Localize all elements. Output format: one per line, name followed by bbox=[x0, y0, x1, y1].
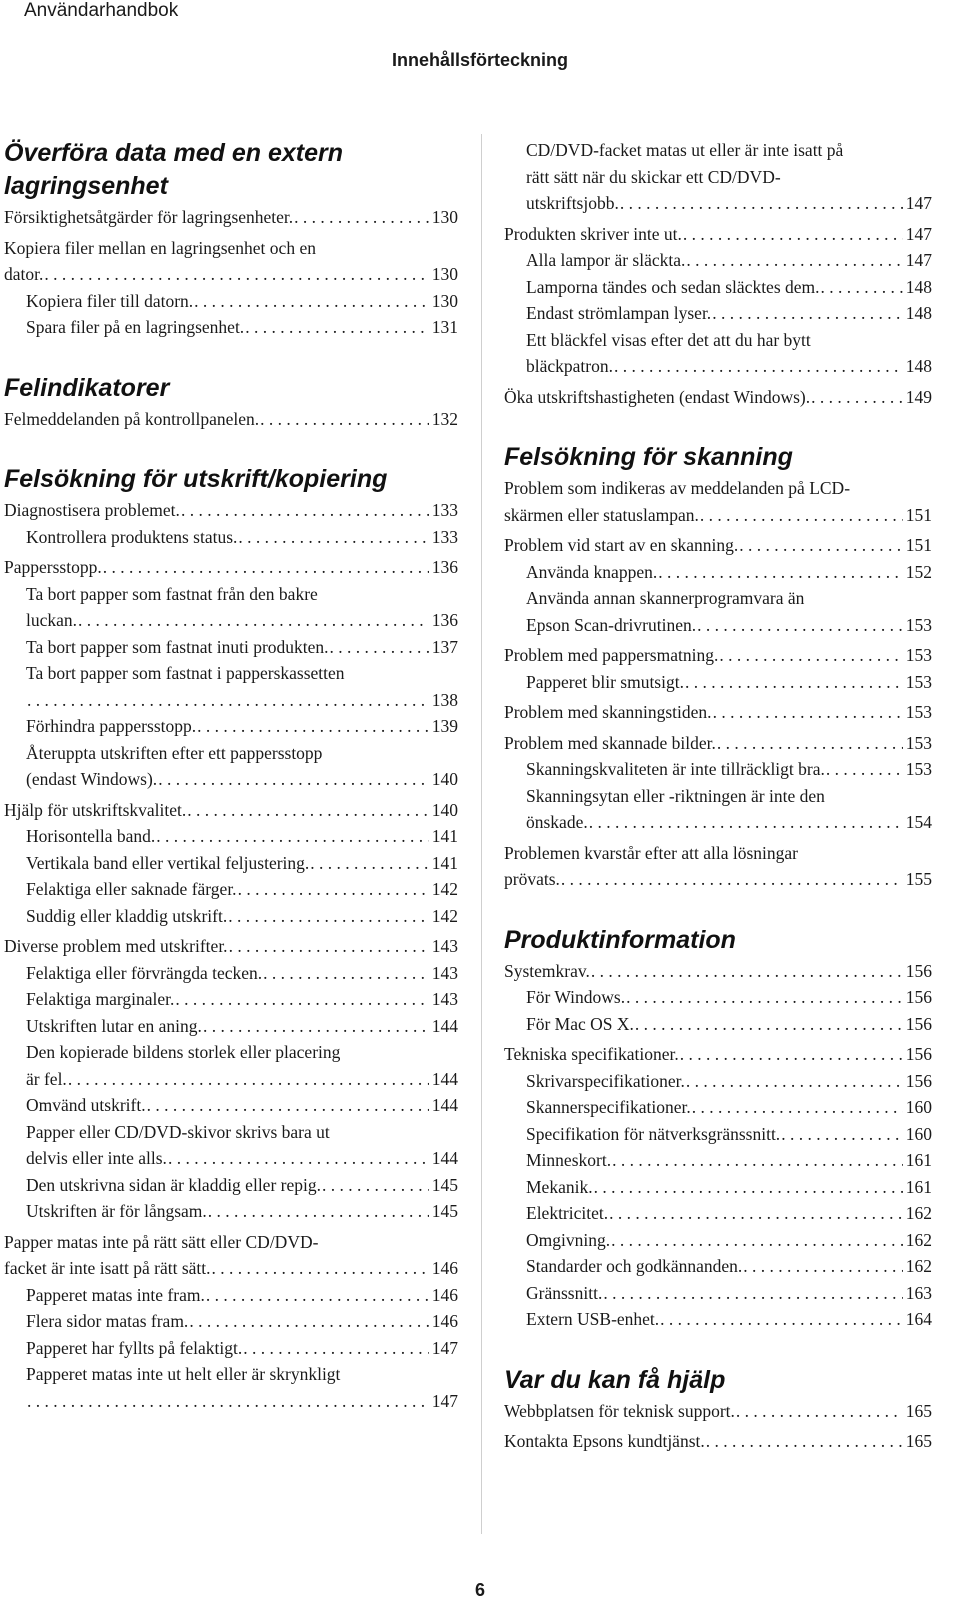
toc-page-number: 156 bbox=[905, 987, 932, 1007]
toc-entry-text: Pappersstopp. bbox=[4, 557, 102, 577]
toc-entry-text: (endast Windows). bbox=[26, 769, 158, 789]
dot-leader bbox=[685, 669, 903, 696]
toc-page-number: 154 bbox=[905, 812, 932, 832]
section-heading-line: Felsökning för utskrift/kopiering bbox=[4, 465, 388, 493]
dot-leader bbox=[206, 1282, 429, 1309]
dot-leader bbox=[692, 1094, 903, 1121]
toc-entry[interactable] bbox=[504, 475, 932, 528]
toc-entry[interactable] bbox=[4, 1119, 458, 1172]
dot-leader bbox=[27, 687, 429, 714]
dot-leader bbox=[736, 1398, 903, 1425]
toc-entry-text: Specifikation för nätverksgränssnitt. bbox=[526, 1123, 781, 1144]
toc-page-number: 132 bbox=[431, 408, 458, 429]
toc-entry-text: Öka utskriftshastigheten (endast Windows). bbox=[504, 386, 811, 407]
section-heading bbox=[4, 137, 458, 203]
dot-leader bbox=[203, 1013, 429, 1040]
toc-entry[interactable] bbox=[4, 524, 458, 551]
toc-entry-text: bläckpatron. bbox=[526, 356, 613, 376]
toc-entry[interactable] bbox=[4, 204, 458, 231]
toc-entry[interactable] bbox=[4, 288, 458, 315]
toc-entry-text: Papperet blir smutsigt. bbox=[526, 671, 684, 692]
dot-leader bbox=[181, 497, 429, 524]
toc-page-number: 162 bbox=[905, 1229, 932, 1250]
dot-leader bbox=[197, 713, 429, 740]
toc-page-number: 133 bbox=[431, 526, 458, 547]
toc-entry-text: Problem med pappersmatning. bbox=[504, 645, 719, 665]
toc-entry[interactable] bbox=[504, 1121, 932, 1148]
dot-leader bbox=[781, 1121, 903, 1148]
toc-entry[interactable] bbox=[4, 1335, 458, 1362]
toc-page-number: 165 bbox=[905, 1431, 932, 1451]
toc-entry[interactable] bbox=[504, 1398, 932, 1425]
toc-entry-text: Förhindra pappersstopp. bbox=[26, 716, 197, 736]
toc-entry-text: Diagnostisera problemet. bbox=[4, 500, 180, 520]
dot-leader bbox=[158, 766, 429, 793]
toc-page-number: 162 bbox=[905, 1203, 932, 1223]
toc-entry[interactable] bbox=[4, 797, 458, 824]
toc-entry[interactable] bbox=[504, 137, 932, 217]
dot-leader bbox=[260, 406, 429, 433]
toc-entry[interactable] bbox=[504, 274, 932, 301]
toc-page-number: 151 bbox=[905, 504, 932, 525]
toc-entry-text: Ett bläckfel visas efter det att du har bytt bbox=[526, 329, 811, 350]
dot-leader bbox=[147, 1092, 429, 1119]
toc-entry-text: Återuppta utskriften efter ett pappersstopp bbox=[26, 742, 323, 763]
toc-entry[interactable] bbox=[504, 1428, 932, 1455]
toc-entry[interactable] bbox=[504, 221, 932, 248]
toc-entry-text: Skannerspecifikationer. bbox=[526, 1097, 691, 1117]
dot-leader bbox=[626, 984, 903, 1011]
toc-entry-text: Lamporna tändes och sedan släcktes dem. bbox=[526, 276, 820, 297]
toc-entry[interactable] bbox=[4, 1198, 458, 1225]
toc-page-number: 139 bbox=[431, 716, 458, 736]
toc-left-column bbox=[4, 137, 458, 1414]
dot-leader bbox=[27, 1388, 429, 1415]
toc-entry[interactable] bbox=[504, 840, 932, 893]
toc-entry-text: facket är inte isatt på rätt sätt. bbox=[4, 1258, 211, 1278]
toc-entry-text: För Windows. bbox=[526, 987, 626, 1007]
dot-leader bbox=[212, 1255, 429, 1282]
toc-page-number: 153 bbox=[905, 759, 932, 779]
toc-entry-text: Kontrollera produktens status. bbox=[26, 526, 238, 547]
toc-entry[interactable] bbox=[4, 1282, 458, 1309]
toc-page-number: 140 bbox=[431, 769, 458, 789]
toc-entry[interactable] bbox=[504, 984, 932, 1011]
toc-entry-text: Mekanik. bbox=[526, 1176, 593, 1197]
section-heading-line: Produktinformation bbox=[504, 925, 736, 954]
dot-leader bbox=[620, 190, 903, 217]
toc-entry[interactable] bbox=[504, 327, 932, 380]
dot-leader bbox=[194, 288, 429, 315]
toc-page-number: 130 bbox=[431, 290, 458, 311]
toc-entry-text: Kopiera filer till datorn. bbox=[26, 290, 194, 311]
toc-page-number: 131 bbox=[431, 317, 458, 337]
toc-entry-text: Ta bort papper som fastnat inuti produkten. bbox=[26, 636, 329, 657]
toc-entry[interactable] bbox=[4, 986, 458, 1013]
toc-right-column bbox=[504, 137, 932, 1455]
toc-page-number: 133 bbox=[431, 500, 458, 520]
toc-entry-text: Omgivning. bbox=[526, 1229, 611, 1250]
dot-leader bbox=[228, 903, 429, 930]
toc-entry[interactable] bbox=[504, 1147, 932, 1174]
toc-entry[interactable] bbox=[504, 384, 932, 411]
toc-page-number: 148 bbox=[905, 303, 932, 323]
dot-leader bbox=[739, 532, 902, 559]
toc-entry-text: Felaktiga eller saknade färger. bbox=[26, 879, 237, 899]
dot-leader bbox=[103, 554, 429, 581]
section-heading-line: Överföra data med en extern bbox=[4, 139, 344, 167]
toc-entry[interactable] bbox=[504, 1280, 932, 1307]
toc-page-number: 146 bbox=[431, 1258, 458, 1278]
toc-entry[interactable] bbox=[4, 960, 458, 987]
toc-entry-text: Ta bort papper som fastnat från den bakre bbox=[26, 583, 318, 604]
toc-entry-text: Skanningskvaliteten är inte tillräckligt bra. bbox=[526, 759, 825, 779]
toc-entry-text: Hjälp för utskriftskvalitet. bbox=[4, 799, 187, 820]
page-number: 6 bbox=[474, 1580, 485, 1600]
dot-leader bbox=[743, 1253, 903, 1280]
column-divider bbox=[481, 134, 482, 1534]
dot-leader bbox=[68, 1066, 429, 1093]
toc-entry-text: Systemkrav. bbox=[504, 960, 590, 981]
toc-page-number: 142 bbox=[431, 905, 458, 926]
toc-entry-text: Extern USB-enhet. bbox=[526, 1309, 660, 1329]
toc-title: Innehållsförteckning bbox=[391, 50, 569, 70]
dot-leader bbox=[821, 274, 903, 301]
toc-entry-text: Produkten skriver inte ut. bbox=[504, 223, 682, 244]
dot-leader bbox=[187, 797, 428, 824]
toc-page-number: 152 bbox=[905, 561, 932, 582]
toc-entry-text: Kontakta Epsons kundtjänst. bbox=[504, 1431, 705, 1451]
toc-entry[interactable] bbox=[4, 1229, 458, 1282]
toc-entry-text: Elektricitet. bbox=[526, 1203, 609, 1223]
toc-entry[interactable] bbox=[504, 756, 932, 783]
toc-entry-text: Felmeddelanden på kontrollpanelen. bbox=[4, 408, 260, 429]
dot-leader bbox=[591, 958, 903, 985]
toc-entry[interactable] bbox=[504, 585, 932, 638]
toc-entry[interactable] bbox=[4, 406, 458, 433]
toc-entry[interactable] bbox=[4, 903, 458, 930]
dot-leader bbox=[660, 1306, 903, 1333]
toc-entry-text: CD/DVD-facket matas ut eller är inte isatt på bbox=[526, 140, 844, 160]
toc-entry-text: Försiktighetsåtgärder för lagringsenheter. bbox=[4, 207, 294, 227]
toc-page-number: 140 bbox=[431, 799, 458, 820]
dot-leader bbox=[44, 261, 428, 288]
dot-leader bbox=[706, 1428, 903, 1455]
toc-entry-text: Ta bort papper som fastnat i papperskassetten bbox=[26, 663, 345, 683]
toc-page-number: 151 bbox=[905, 535, 932, 555]
toc-entry[interactable] bbox=[4, 1361, 458, 1414]
section-heading bbox=[4, 463, 458, 496]
toc-entry-text: Kopiera filer mellan en lagringsenhet och en bbox=[4, 237, 316, 258]
toc-entry-text: Utskriften är för långsam. bbox=[26, 1201, 207, 1221]
toc-page-number: 156 bbox=[905, 1044, 932, 1064]
section-heading-line: Felindikatorer bbox=[4, 373, 170, 402]
toc-entry[interactable] bbox=[4, 634, 458, 661]
dot-leader bbox=[189, 1308, 428, 1335]
toc-page-number: 153 bbox=[905, 671, 932, 692]
toc-entry-text: Vertikala band eller vertikal feljustering. bbox=[26, 852, 310, 873]
toc-page-number: 145 bbox=[431, 1174, 458, 1195]
dot-leader bbox=[611, 1227, 903, 1254]
toc-entry-text: Den utskrivna sidan är kladdig eller repig. bbox=[26, 1174, 321, 1195]
dot-leader bbox=[229, 933, 429, 960]
toc-entry-text: Minneskort. bbox=[526, 1150, 612, 1170]
dot-leader bbox=[686, 1068, 903, 1095]
dot-leader bbox=[263, 960, 429, 987]
toc-entry[interactable] bbox=[4, 497, 458, 524]
toc-entry-text: skärmen eller statuslampan. bbox=[504, 504, 699, 525]
dot-leader bbox=[238, 524, 428, 551]
toc-entry-text: Tekniska specifikationer. bbox=[504, 1044, 679, 1064]
dot-leader bbox=[811, 384, 903, 411]
toc-entry-text: Problem med skannade bilder. bbox=[504, 732, 716, 753]
toc-entry-text: Problem med skanningstiden. bbox=[504, 702, 712, 722]
toc-entry-text: är fel. bbox=[26, 1068, 67, 1089]
toc-entry[interactable] bbox=[4, 713, 458, 740]
toc-entry-text: Problem som indikeras av meddelanden på LCD- bbox=[504, 478, 851, 498]
dot-leader bbox=[717, 730, 903, 757]
toc-entry[interactable] bbox=[4, 314, 458, 341]
dot-leader bbox=[168, 1145, 429, 1172]
toc-entry-text: Spara filer på en lagringsenhet. bbox=[26, 317, 245, 337]
dot-leader bbox=[713, 699, 903, 726]
toc-page-number: 156 bbox=[905, 1013, 932, 1034]
toc-entry-text: Papperet matas inte fram. bbox=[26, 1284, 205, 1305]
toc-page-number: 164 bbox=[905, 1309, 932, 1329]
toc-entry[interactable] bbox=[4, 581, 458, 634]
toc-entry-text: rätt sätt när du skickar ett CD/DVD- bbox=[526, 166, 781, 187]
dot-leader bbox=[712, 300, 903, 327]
dot-leader bbox=[609, 1200, 903, 1227]
toc-entry-text: Endast strömlampan lyser. bbox=[526, 303, 712, 323]
toc-page-number: 147 bbox=[905, 193, 932, 213]
toc-page-number: 136 bbox=[431, 610, 458, 630]
toc-entry-text: Diverse problem med utskrifter. bbox=[4, 936, 228, 956]
dot-leader bbox=[208, 1198, 429, 1225]
toc-entry-text: Papperet matas inte ut helt eller är skrynkligt bbox=[26, 1364, 341, 1384]
toc-entry[interactable] bbox=[504, 730, 932, 757]
dot-leader bbox=[156, 823, 428, 850]
toc-page-number: 147 bbox=[905, 223, 932, 244]
dot-leader bbox=[238, 876, 429, 903]
toc-page-number: 153 bbox=[905, 732, 932, 753]
toc-entry[interactable] bbox=[504, 1253, 932, 1280]
toc-entry[interactable] bbox=[504, 1174, 932, 1201]
toc-page-number: 162 bbox=[905, 1256, 932, 1276]
toc-page-number: 142 bbox=[431, 879, 458, 899]
toc-page-number: 160 bbox=[905, 1123, 932, 1144]
toc-entry[interactable] bbox=[504, 1094, 932, 1121]
toc-page-number: 160 bbox=[905, 1097, 932, 1117]
toc-entry[interactable] bbox=[4, 1172, 458, 1199]
toc-entry[interactable] bbox=[4, 933, 458, 960]
toc-page-number: 149 bbox=[905, 386, 932, 407]
toc-page-number: 148 bbox=[905, 276, 932, 297]
dot-leader bbox=[614, 353, 903, 380]
toc-entry[interactable] bbox=[504, 1011, 932, 1038]
toc-entry-text: Felaktiga marginaler. bbox=[26, 989, 175, 1009]
toc-page-number: 156 bbox=[905, 960, 932, 981]
toc-entry-text: Flera sidor matas fram. bbox=[26, 1311, 189, 1331]
running-head: Användarhandbok bbox=[24, 0, 179, 21]
toc-entry[interactable] bbox=[4, 1013, 458, 1040]
toc-entry[interactable] bbox=[504, 783, 932, 836]
toc-page-number: 130 bbox=[431, 264, 458, 284]
toc-page-number: 141 bbox=[431, 826, 458, 846]
dot-leader bbox=[243, 1335, 429, 1362]
toc-entry[interactable] bbox=[4, 235, 458, 288]
toc-page-number: 137 bbox=[431, 636, 458, 657]
toc-entry-text: Standarder och godkännanden. bbox=[526, 1256, 743, 1276]
toc-entry[interactable] bbox=[4, 740, 458, 793]
dot-leader bbox=[594, 1174, 903, 1201]
toc-entry-text: Utskriften lutar en aning. bbox=[26, 1015, 202, 1036]
toc-page-number: 144 bbox=[431, 1148, 458, 1168]
toc-page-number: 153 bbox=[905, 645, 932, 665]
toc-entry[interactable] bbox=[504, 247, 932, 274]
toc-entry-text: luckan. bbox=[26, 610, 78, 630]
section-heading-line: Var du kan få hjälp bbox=[504, 1365, 726, 1394]
toc-page-number: 147 bbox=[431, 1337, 458, 1358]
toc-page-number: 153 bbox=[905, 702, 932, 722]
toc-entry[interactable] bbox=[4, 1039, 458, 1092]
toc-entry-text: delvis eller inte alls. bbox=[26, 1148, 167, 1168]
section-heading-line: Felsökning för skanning bbox=[504, 443, 793, 471]
toc-entry-text: Papper eller CD/DVD-skivor skrivs bara ut bbox=[26, 1121, 330, 1142]
toc-page-number: 156 bbox=[905, 1070, 932, 1091]
toc-entry[interactable] bbox=[4, 850, 458, 877]
dot-leader bbox=[294, 204, 429, 231]
toc-entry[interactable] bbox=[504, 300, 932, 327]
toc-page-number: 148 bbox=[905, 356, 932, 376]
toc-entry-text: Papperet har fyllts på felaktigt. bbox=[26, 1337, 243, 1358]
toc-page-number: 161 bbox=[905, 1150, 932, 1170]
toc-entry[interactable] bbox=[504, 1200, 932, 1227]
toc-entry-text: Använda knappen. bbox=[526, 561, 658, 582]
toc-entry-text: Felaktiga eller förvrängda tecken. bbox=[26, 962, 263, 983]
toc-entry[interactable] bbox=[504, 532, 932, 559]
toc-page-number: 143 bbox=[431, 936, 458, 956]
toc-entry[interactable] bbox=[4, 823, 458, 850]
dot-leader bbox=[310, 850, 428, 877]
toc-entry-text: För Mac OS X. bbox=[526, 1013, 634, 1034]
toc-page-number: 138 bbox=[431, 689, 458, 710]
toc-page-number: 153 bbox=[905, 614, 932, 635]
toc-page-number: 143 bbox=[431, 962, 458, 983]
toc-page-number: 144 bbox=[431, 1015, 458, 1036]
toc-entry[interactable] bbox=[504, 642, 932, 669]
toc-entry-text: Problem vid start av en skanning. bbox=[504, 535, 739, 555]
toc-page-number: 147 bbox=[431, 1390, 458, 1411]
toc-page-number: 146 bbox=[431, 1284, 458, 1305]
section-heading bbox=[504, 441, 932, 474]
toc-page-number: 143 bbox=[431, 989, 458, 1009]
toc-entry[interactable] bbox=[4, 876, 458, 903]
toc-entry-text: Använda annan skannerprogramvara än bbox=[526, 588, 805, 608]
toc-entry[interactable] bbox=[504, 699, 932, 726]
toc-entry[interactable] bbox=[504, 1041, 932, 1068]
toc-page-number: 136 bbox=[431, 557, 458, 577]
toc-entry[interactable] bbox=[504, 1068, 932, 1095]
dot-leader bbox=[603, 1280, 902, 1307]
toc-page-number: 161 bbox=[905, 1176, 932, 1197]
dot-leader bbox=[635, 1011, 903, 1038]
toc-page-number: 155 bbox=[905, 869, 932, 889]
toc-page-number: 144 bbox=[431, 1068, 458, 1089]
dot-leader bbox=[330, 634, 429, 661]
dot-leader bbox=[78, 607, 429, 634]
toc-page-number: 130 bbox=[431, 207, 458, 227]
toc-entry-text: Suddig eller kladdig utskrift. bbox=[26, 905, 228, 926]
toc-entry-text: Epson Scan-drivrutinen. bbox=[526, 614, 697, 635]
dot-leader bbox=[589, 809, 903, 836]
toc-entry-text: Omvänd utskrift. bbox=[26, 1095, 146, 1115]
dot-leader bbox=[697, 612, 903, 639]
toc-entry-text: Papper matas inte på rätt sätt eller CD/DVD- bbox=[4, 1231, 319, 1252]
toc-entry-text: Skanningsytan eller -riktningen är inte den bbox=[526, 785, 825, 806]
toc-entry-text: dator. bbox=[4, 264, 44, 284]
toc-entry[interactable] bbox=[504, 1306, 932, 1333]
toc-page-number: 147 bbox=[905, 250, 932, 270]
section-heading bbox=[4, 372, 458, 405]
dot-leader bbox=[826, 756, 903, 783]
toc-entry-text: Horisontella band. bbox=[26, 826, 156, 846]
dot-leader bbox=[686, 247, 902, 274]
toc-entry[interactable] bbox=[4, 660, 458, 713]
dot-leader bbox=[561, 866, 903, 893]
dot-leader bbox=[683, 221, 903, 248]
toc-page-number: 163 bbox=[905, 1282, 932, 1303]
toc-page-number: 141 bbox=[431, 852, 458, 873]
section-heading-line: lagringsenhet bbox=[4, 172, 168, 200]
toc-entry-text: önskade. bbox=[526, 812, 588, 832]
section-heading bbox=[504, 924, 932, 957]
dot-leader bbox=[700, 502, 903, 529]
toc-entry-text: prövats. bbox=[504, 869, 560, 889]
dot-leader bbox=[658, 559, 903, 586]
toc-entry[interactable] bbox=[4, 1092, 458, 1119]
dot-leader bbox=[245, 314, 429, 341]
toc-page-number: 165 bbox=[905, 1400, 932, 1421]
toc-entry-text: Gränssnitt. bbox=[526, 1282, 603, 1303]
dot-leader bbox=[322, 1172, 429, 1199]
toc-entry[interactable] bbox=[504, 958, 932, 985]
toc-entry[interactable] bbox=[504, 559, 932, 586]
toc-page-number: 146 bbox=[431, 1311, 458, 1331]
section-heading bbox=[504, 1364, 932, 1397]
dot-leader bbox=[175, 986, 428, 1013]
toc-entry[interactable] bbox=[4, 1308, 458, 1335]
toc-entry-text: Alla lampor är släckta. bbox=[526, 250, 686, 270]
dot-leader bbox=[680, 1041, 903, 1068]
dot-leader bbox=[719, 642, 902, 669]
toc-entry-text: utskriftsjobb. bbox=[526, 193, 619, 213]
toc-entry-text: Webbplatsen för teknisk support. bbox=[504, 1400, 735, 1421]
toc-page-number: 144 bbox=[431, 1095, 458, 1115]
toc-entry-text: Skrivarspecifikationer. bbox=[526, 1070, 685, 1091]
toc-entry[interactable] bbox=[504, 669, 932, 696]
toc-entry[interactable] bbox=[504, 1227, 932, 1254]
toc-page-number: 145 bbox=[431, 1201, 458, 1221]
dot-leader bbox=[612, 1147, 903, 1174]
toc-entry-text: Problemen kvarstår efter att alla lösningar bbox=[504, 842, 798, 863]
toc-entry[interactable] bbox=[4, 554, 458, 581]
toc-entry-text: Den kopierade bildens storlek eller placering bbox=[26, 1042, 341, 1062]
